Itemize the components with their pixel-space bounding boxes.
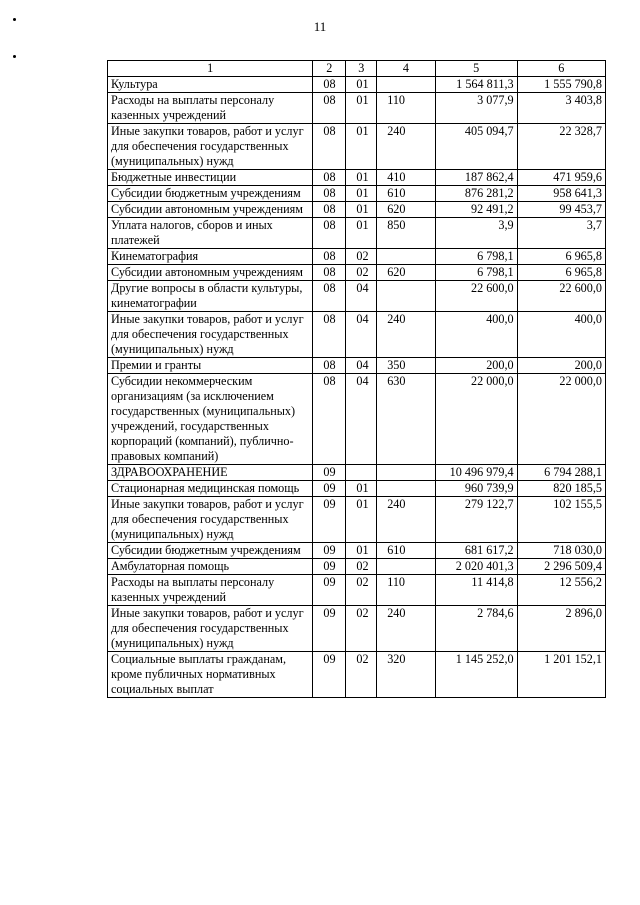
table-row [108, 374, 606, 465]
row-name-cell: Уплата налогов, сборов и иных платежей [108, 218, 313, 249]
amount-col6-cell: 22 600,0 [517, 281, 605, 312]
row-name-cell: Субсидии некоммерческим организациям (за исключением государственных (муниципальных) учреждений, государственных корпораций (компаний), публично-правовых компаний) [108, 374, 313, 465]
section-code-cell: 09 [313, 543, 346, 559]
amount-col6-cell: 6 965,8 [517, 265, 605, 281]
amount-col5-cell: 6 798,1 [435, 265, 517, 281]
subsection-code-cell: 01 [346, 93, 377, 124]
table-row [108, 77, 606, 93]
expense-type-cell [377, 249, 436, 265]
row-name-cell: Кинематография [108, 249, 313, 265]
table-row [108, 249, 606, 265]
table-row [108, 652, 606, 698]
subsection-code-cell: 01 [346, 186, 377, 202]
subsection-code-cell: 01 [346, 497, 377, 543]
header-cell: 3 [346, 61, 377, 77]
amount-col5-cell: 681 617,2 [435, 543, 517, 559]
amount-col5-cell: 279 122,7 [435, 497, 517, 543]
subsection-code-cell: 01 [346, 77, 377, 93]
table-header-row [108, 61, 606, 77]
subsection-code-cell: 01 [346, 481, 377, 497]
amount-col6-cell: 2 896,0 [517, 606, 605, 652]
expense-type-cell: 320 [377, 652, 436, 698]
section-code-cell: 09 [313, 575, 346, 606]
subsection-code-cell: 02 [346, 606, 377, 652]
amount-col6-cell: 820 185,5 [517, 481, 605, 497]
amount-col5-cell: 405 094,7 [435, 124, 517, 170]
subsection-code-cell: 02 [346, 575, 377, 606]
expense-type-cell: 240 [377, 312, 436, 358]
expense-type-cell [377, 465, 436, 481]
amount-col6-cell: 22 328,7 [517, 124, 605, 170]
margin-mark [13, 55, 16, 58]
row-name-cell: Иные закупки товаров, работ и услуг для обеспечения государственных (муниципальных) нужд [108, 312, 313, 358]
table-row [108, 559, 606, 575]
expense-type-cell: 240 [377, 606, 436, 652]
row-name-cell: Субсидии автономным учреждениям [108, 265, 313, 281]
subsection-code-cell: 02 [346, 559, 377, 575]
amount-col5-cell: 187 862,4 [435, 170, 517, 186]
amount-col6-cell: 718 030,0 [517, 543, 605, 559]
subsection-code-cell: 04 [346, 374, 377, 465]
subsection-code-cell: 01 [346, 124, 377, 170]
amount-col5-cell: 200,0 [435, 358, 517, 374]
expense-type-cell: 630 [377, 374, 436, 465]
section-code-cell: 09 [313, 652, 346, 698]
subsection-code-cell: 01 [346, 543, 377, 559]
amount-col6-cell: 12 556,2 [517, 575, 605, 606]
row-name-cell: Амбулаторная помощь [108, 559, 313, 575]
header-cell: 5 [435, 61, 517, 77]
subsection-code-cell: 02 [346, 652, 377, 698]
amount-col5-cell: 11 414,8 [435, 575, 517, 606]
amount-col5-cell: 1 145 252,0 [435, 652, 517, 698]
amount-col5-cell: 22 600,0 [435, 281, 517, 312]
table-row [108, 358, 606, 374]
amount-col6-cell: 99 453,7 [517, 202, 605, 218]
row-name-cell: Иные закупки товаров, работ и услуг для обеспечения государственных (муниципальных) нужд [108, 497, 313, 543]
amount-col6-cell: 102 155,5 [517, 497, 605, 543]
section-code-cell: 08 [313, 358, 346, 374]
header-cell: 1 [108, 61, 313, 77]
amount-col6-cell: 400,0 [517, 312, 605, 358]
row-name-cell: Другие вопросы в области культуры, кинематографии [108, 281, 313, 312]
table-row [108, 186, 606, 202]
subsection-code-cell: 01 [346, 202, 377, 218]
amount-col6-cell: 6 965,8 [517, 249, 605, 265]
section-code-cell: 09 [313, 497, 346, 543]
table-row [108, 575, 606, 606]
amount-col6-cell: 22 000,0 [517, 374, 605, 465]
amount-col5-cell: 400,0 [435, 312, 517, 358]
expense-type-cell: 110 [377, 93, 436, 124]
row-name-cell: Иные закупки товаров, работ и услуг для обеспечения государственных (муниципальных) нужд [108, 124, 313, 170]
table-row [108, 606, 606, 652]
row-name-cell: Социальные выплаты гражданам, кроме публичных нормативных социальных выплат [108, 652, 313, 698]
table-row [108, 543, 606, 559]
subsection-code-cell: 04 [346, 281, 377, 312]
amount-col6-cell: 471 959,6 [517, 170, 605, 186]
expense-type-cell: 410 [377, 170, 436, 186]
subsection-code-cell [346, 465, 377, 481]
expense-type-cell: 610 [377, 543, 436, 559]
table-row [108, 481, 606, 497]
header-cell: 4 [377, 61, 436, 77]
amount-col5-cell: 92 491,2 [435, 202, 517, 218]
amount-col5-cell: 6 798,1 [435, 249, 517, 265]
expense-type-cell: 110 [377, 575, 436, 606]
section-code-cell: 08 [313, 374, 346, 465]
subsection-code-cell: 01 [346, 170, 377, 186]
amount-col5-cell: 2 020 401,3 [435, 559, 517, 575]
section-code-cell: 08 [313, 265, 346, 281]
amount-col5-cell: 1 564 811,3 [435, 77, 517, 93]
table-row [108, 93, 606, 124]
amount-col5-cell: 960 739,9 [435, 481, 517, 497]
amount-col5-cell: 2 784,6 [435, 606, 517, 652]
row-name-cell: ЗДРАВООХРАНЕНИЕ [108, 465, 313, 481]
amount-col5-cell: 876 281,2 [435, 186, 517, 202]
subsection-code-cell: 04 [346, 312, 377, 358]
table-row [108, 218, 606, 249]
section-code-cell: 09 [313, 559, 346, 575]
expense-type-cell [377, 77, 436, 93]
subsection-code-cell: 02 [346, 249, 377, 265]
section-code-cell: 09 [313, 606, 346, 652]
amount-col5-cell: 22 000,0 [435, 374, 517, 465]
table-row [108, 281, 606, 312]
row-name-cell: Бюджетные инвестиции [108, 170, 313, 186]
section-code-cell: 08 [313, 77, 346, 93]
section-code-cell: 08 [313, 124, 346, 170]
row-name-cell: Субсидии бюджетным учреждениям [108, 186, 313, 202]
section-code-cell: 09 [313, 465, 346, 481]
table-row [108, 170, 606, 186]
expense-type-cell [377, 559, 436, 575]
row-name-cell: Культура [108, 77, 313, 93]
section-code-cell: 08 [313, 170, 346, 186]
table-row [108, 265, 606, 281]
amount-col6-cell: 1 555 790,8 [517, 77, 605, 93]
row-name-cell: Расходы на выплаты персоналу казенных учреждений [108, 575, 313, 606]
expense-type-cell: 850 [377, 218, 436, 249]
subsection-code-cell: 01 [346, 218, 377, 249]
section-code-cell: 08 [313, 312, 346, 358]
expense-type-cell: 350 [377, 358, 436, 374]
amount-col6-cell: 3 403,8 [517, 93, 605, 124]
page-number: 11 [313, 19, 327, 34]
header-cell: 6 [517, 61, 605, 77]
expense-type-cell [377, 481, 436, 497]
section-code-cell: 08 [313, 249, 346, 265]
row-name-cell: Субсидии автономным учреждениям [108, 202, 313, 218]
row-name-cell: Субсидии бюджетным учреждениям [108, 543, 313, 559]
table-row [108, 497, 606, 543]
row-name-cell: Иные закупки товаров, работ и услуг для обеспечения государственных (муниципальных) нужд [108, 606, 313, 652]
section-code-cell: 08 [313, 186, 346, 202]
section-code-cell: 09 [313, 481, 346, 497]
amount-col6-cell: 2 296 509,4 [517, 559, 605, 575]
amount-col6-cell: 6 794 288,1 [517, 465, 605, 481]
expense-type-cell: 620 [377, 265, 436, 281]
margin-mark [13, 18, 16, 21]
table-row [108, 124, 606, 170]
amount-col6-cell: 1 201 152,1 [517, 652, 605, 698]
budget-table [107, 60, 606, 698]
amount-col6-cell: 200,0 [517, 358, 605, 374]
expense-type-cell: 620 [377, 202, 436, 218]
subsection-code-cell: 02 [346, 265, 377, 281]
expense-type-cell [377, 281, 436, 312]
amount-col6-cell: 3,7 [517, 218, 605, 249]
expense-type-cell: 610 [377, 186, 436, 202]
amount-col5-cell: 10 496 979,4 [435, 465, 517, 481]
header-cell: 2 [313, 61, 346, 77]
row-name-cell: Стационарная медицинская помощь [108, 481, 313, 497]
amount-col6-cell: 958 641,3 [517, 186, 605, 202]
section-code-cell: 08 [313, 93, 346, 124]
table-row [108, 465, 606, 481]
amount-col5-cell: 3,9 [435, 218, 517, 249]
section-code-cell: 08 [313, 202, 346, 218]
amount-col5-cell: 3 077,9 [435, 93, 517, 124]
row-name-cell: Премии и гранты [108, 358, 313, 374]
expense-type-cell: 240 [377, 124, 436, 170]
section-code-cell: 08 [313, 281, 346, 312]
table-row [108, 312, 606, 358]
section-code-cell: 08 [313, 218, 346, 249]
table-row [108, 202, 606, 218]
subsection-code-cell: 04 [346, 358, 377, 374]
row-name-cell: Расходы на выплаты персоналу казенных учреждений [108, 93, 313, 124]
expense-type-cell: 240 [377, 497, 436, 543]
